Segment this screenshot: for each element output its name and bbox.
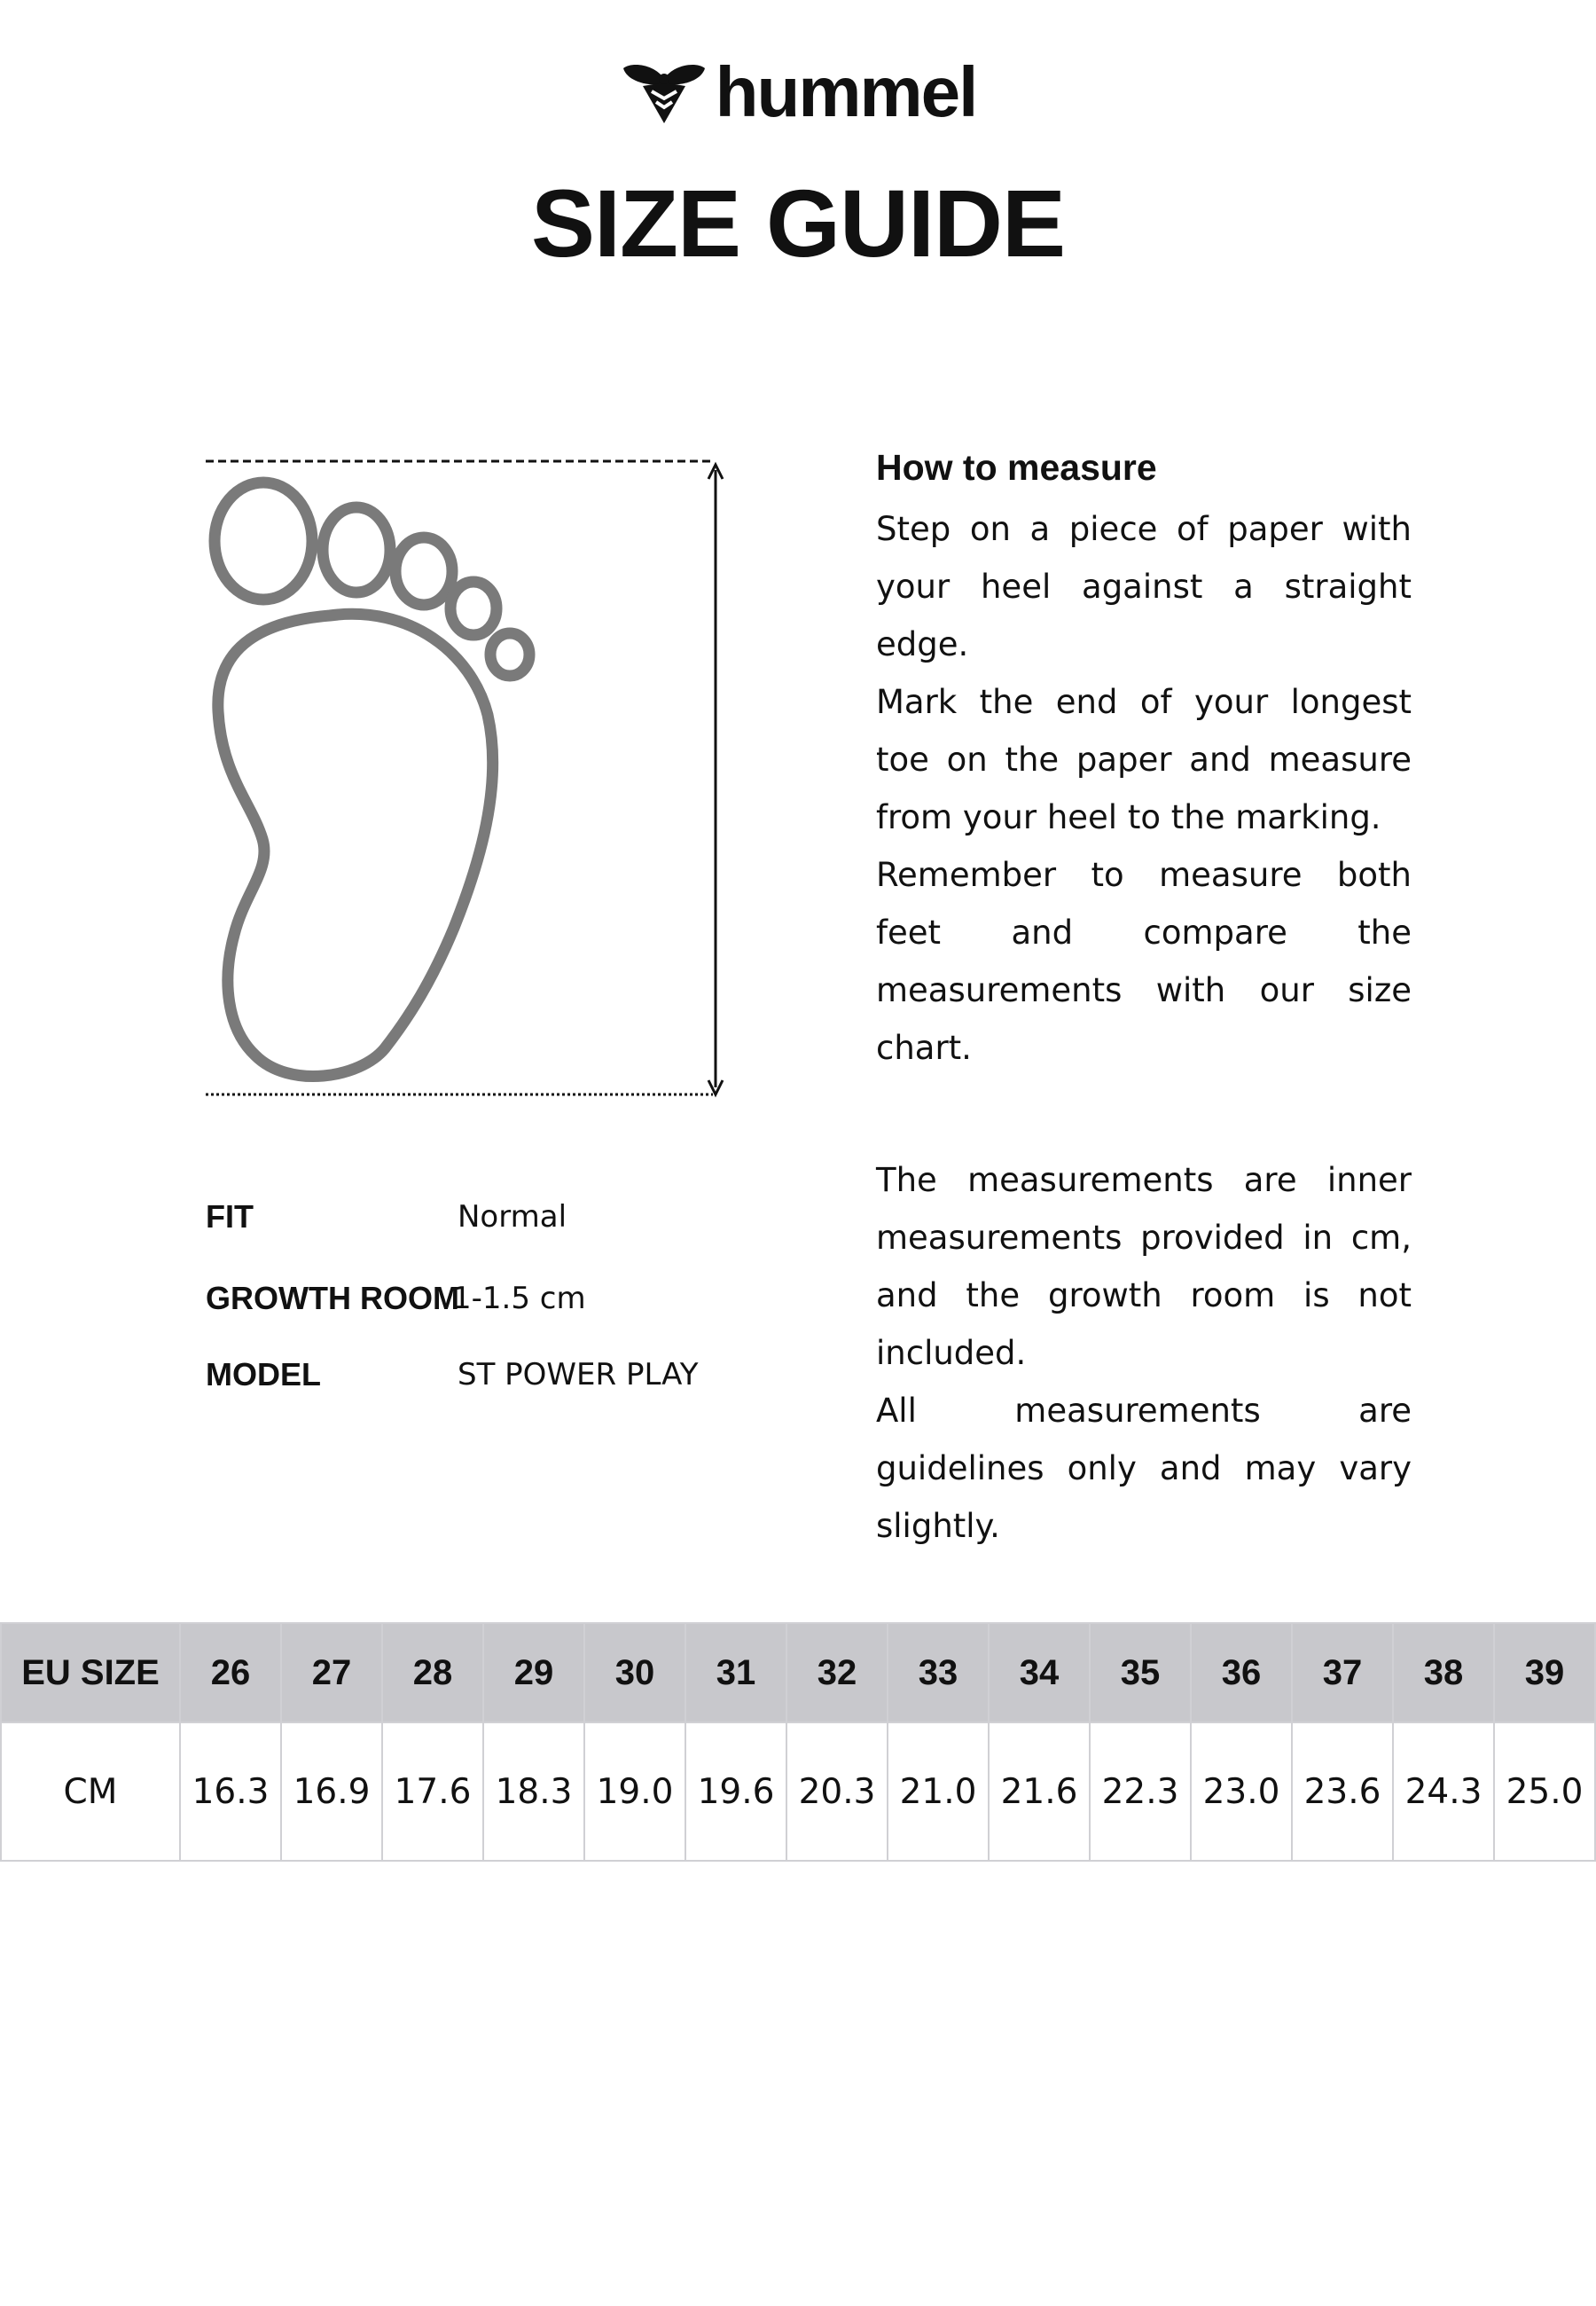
row-label: CM — [1, 1722, 180, 1861]
eu-size-cell: 31 — [685, 1623, 786, 1722]
eu-size-cell: 35 — [1090, 1623, 1191, 1722]
instruction-paragraph: Mark the end of your longest toe on the paper and measure from your heel to the marking. — [876, 683, 1412, 836]
eu-size-cell: 30 — [584, 1623, 685, 1722]
eu-size-cell: 27 — [281, 1623, 382, 1722]
eu-size-cell: 29 — [483, 1623, 584, 1722]
instruction-paragraph: Step on a piece of paper with your heel against a straight edge. — [876, 510, 1412, 663]
cm-cell: 22.3 — [1090, 1722, 1191, 1861]
spec-value: 1-1.5 cm — [452, 1281, 586, 1316]
row-label: EU SIZE — [1, 1623, 180, 1722]
spec-value: ST POWER PLAY — [458, 1357, 699, 1392]
cm-cell: 21.0 — [888, 1722, 989, 1861]
eu-size-cell: 32 — [786, 1623, 888, 1722]
note-paragraph: All measurements are guidelines only and may vary slightly. — [876, 1392, 1412, 1545]
cm-cell: 23.6 — [1292, 1722, 1393, 1861]
foot-measure-illustration — [197, 449, 729, 1105]
brand-name: hummel — [715, 52, 977, 131]
note-paragraph: The measurements are inner measurements provided in cm, and the growth room is not included. — [876, 1161, 1412, 1372]
cm-cell: 23.0 — [1191, 1722, 1292, 1861]
foot-outline-icon — [215, 482, 529, 1077]
spec-value: Normal — [458, 1199, 567, 1235]
spec-label: FIT — [206, 1198, 254, 1235]
cm-cell: 16.3 — [180, 1722, 281, 1861]
spec-label: MODEL — [206, 1356, 321, 1392]
size-table — [0, 1622, 1596, 1862]
eu-size-cell: 28 — [382, 1623, 483, 1722]
eu-size-cell: 36 — [1191, 1623, 1292, 1722]
cm-cell: 19.0 — [584, 1722, 685, 1861]
cm-cell: 20.3 — [786, 1722, 888, 1861]
bee-icon — [620, 59, 708, 125]
cm-row — [1, 1722, 1595, 1861]
how-to-measure — [876, 443, 1412, 1555]
eu-size-cell: 26 — [180, 1623, 281, 1722]
cm-cell: 21.6 — [989, 1722, 1090, 1861]
page-title: SIZE GUIDE — [530, 169, 1066, 277]
cm-cell: 25.0 — [1494, 1722, 1595, 1861]
eu-size-row — [1, 1623, 1595, 1722]
how-to-measure-title: How to measure — [876, 447, 1157, 488]
cm-cell: 16.9 — [281, 1722, 382, 1861]
spec-label: GROWTH ROOM — [206, 1280, 459, 1316]
instruction-paragraph: Remember to measure both feet and compare the measurements with our size chart. — [876, 856, 1412, 1067]
brand-logo — [0, 52, 1596, 131]
cm-cell: 19.6 — [685, 1722, 786, 1861]
eu-size-cell: 38 — [1393, 1623, 1494, 1722]
cm-cell: 18.3 — [483, 1722, 584, 1861]
eu-size-cell: 33 — [888, 1623, 989, 1722]
eu-size-cell: 37 — [1292, 1623, 1393, 1722]
cm-cell: 24.3 — [1393, 1722, 1494, 1861]
cm-cell: 17.6 — [382, 1722, 483, 1861]
eu-size-cell: 39 — [1494, 1623, 1595, 1722]
eu-size-cell: 34 — [989, 1623, 1090, 1722]
